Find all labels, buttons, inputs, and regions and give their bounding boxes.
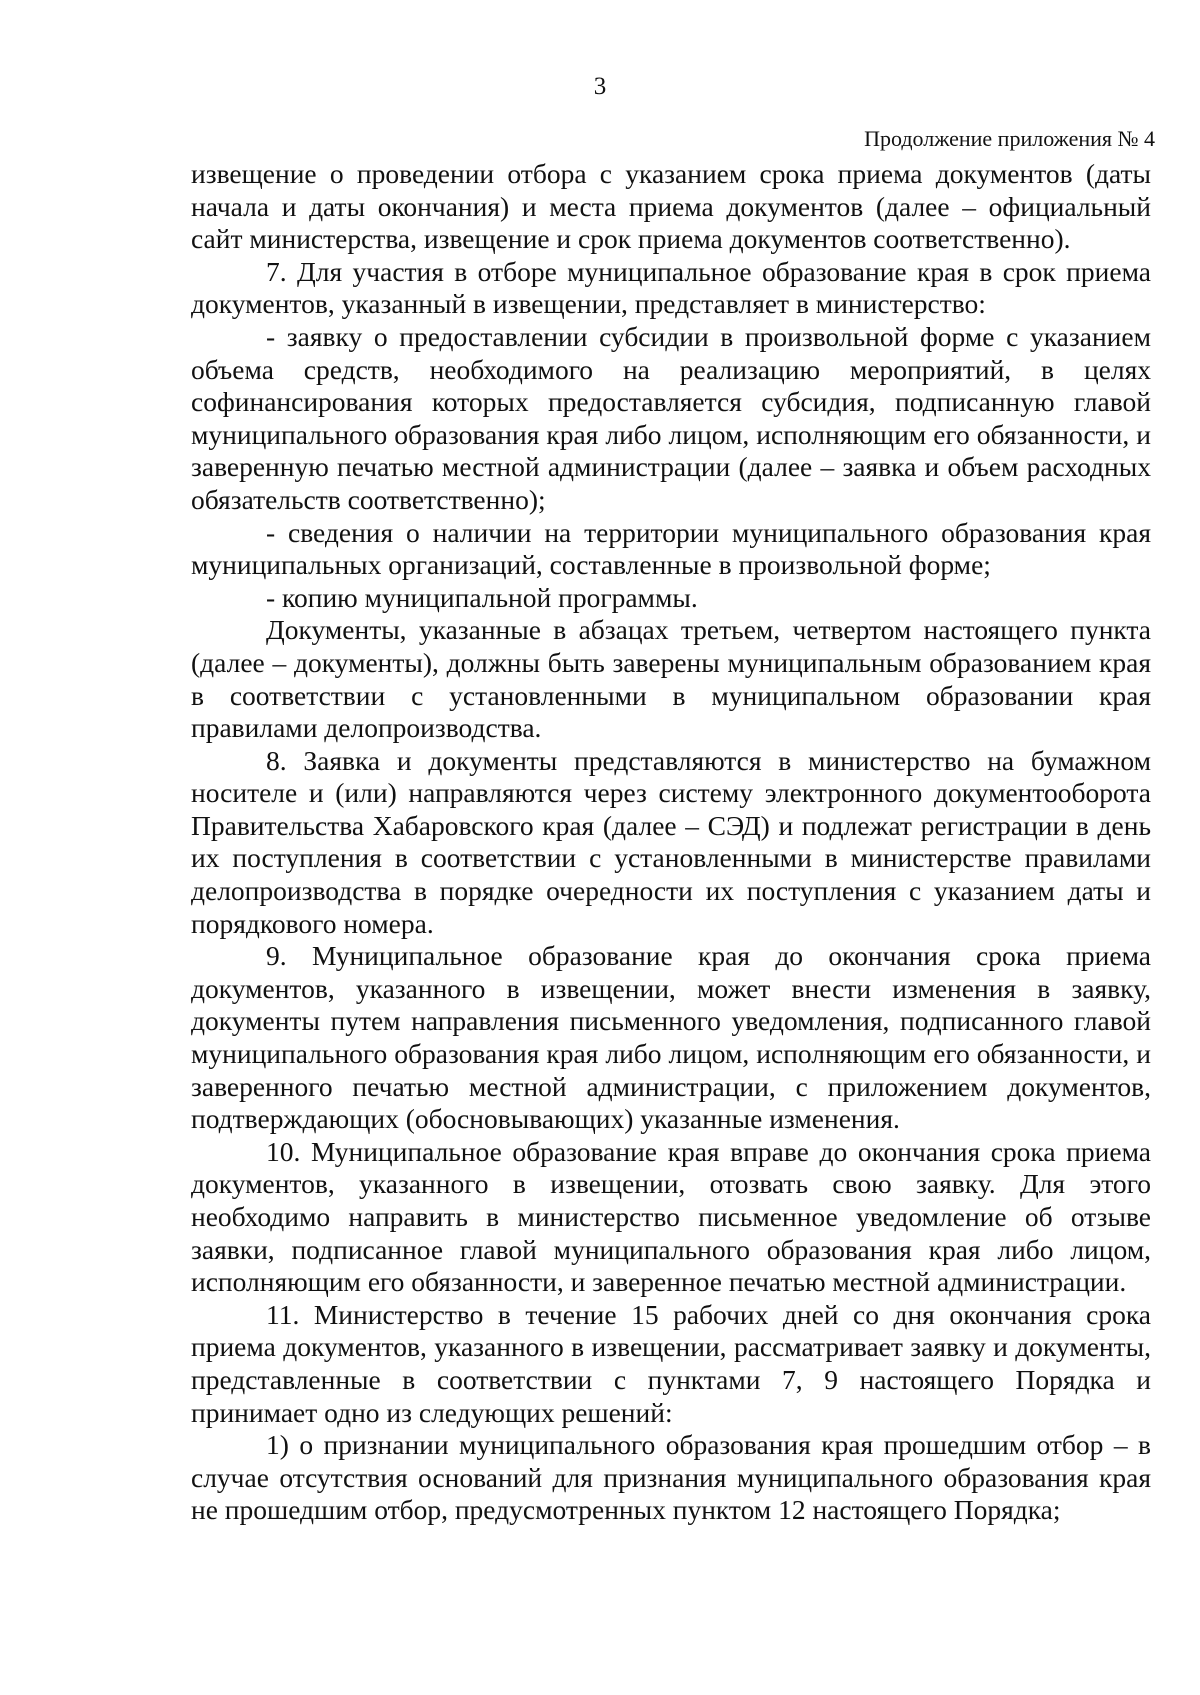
paragraph-item-9: 9. Муниципальное образование края до окончания срока приема документов, указанного в извещении, может внести изменения в заявку, документы путем направления письменного уведомления, подписанного главой муниципального образования края либо лицом, исполняющим его обязанности, и заверенного печатью местной администрации, с приложением документов, подтверждающих (обосновывающих) указанные изменения. — [191, 940, 1151, 1135]
paragraph-item-7: 7. Для участия в отборе муниципальное образование края в срок приема документов, указанный в извещении, представляет в министерство: — [191, 255, 1151, 320]
paragraph-intro-continuation: извещение о проведении отбора с указанием срока приема документов (даты начала и даты окончания) и места приема документов (далее – официальный сайт министерства, извещение и срок приема документов соответственно). — [191, 158, 1151, 255]
appendix-continuation-note: Продолжение приложения № 4 — [864, 126, 1155, 151]
paragraph-list-application: - заявку о предоставлении субсидии в произвольной форме с указанием объема средств, необходимого на реализацию мероприятий, в целях софинансирования которых предоставляется субсидия, подписанную главой муниципального образования края либо лицом, исполняющим его обязанности, и заверенную печатью местной администрации (далее – заявка и объем расходных обязательств соответственно); — [191, 320, 1151, 515]
paragraph-item-10: 10. Муниципальное образование края вправе до окончания срока приема документов, указанного в извещении, отозвать свою заявку. Для этого необходимо направить в министерство письменное уведомление об отзыве заявки, подписанное главой муниципального образования края либо лицом, исполняющим его обязанности, и заверенное печатью местной администрации. — [191, 1135, 1151, 1298]
page-number: 3 — [593, 73, 607, 100]
paragraph-item-11: 11. Министерство в течение 15 рабочих дней со дня окончания срока приема документов, указанного в извещении, рассматривает заявку и документы, представленные в соответствии с пунктами 7, 9 настоящего Порядка и принимает одно из следующих решений: — [191, 1298, 1151, 1428]
paragraph-list-program-copy: - копию муниципальной программы. — [266, 581, 698, 613]
document-body — [191, 158, 1151, 1527]
paragraph-documents-certification: Документы, указанные в абзацах третьем, четвертом настоящего пункта (далее – документы), должны быть заверены муниципальным образованием края в соответствии с установленными в муниципальном образовании края правилами делопроизводства. — [191, 614, 1151, 744]
paragraph-item-8: 8. Заявка и документы представляются в министерство на бумажном носителе и (или) направляются через систему электронного документооборота Правительства Хабаровского края (далее – СЭД) и подлежат регистрации в день их поступления в соответствии с установленными в министерстве правилами делопроизводства в порядке очередности их поступления с указанием даты и порядкового номера. — [191, 744, 1151, 939]
paragraph-list-organizations: - сведения о наличии на территории муниципального образования края муниципальных организаций, составленные в произвольной форме; — [191, 516, 1151, 581]
paragraph-item-11-decision-1: 1) о признании муниципального образования края прошедшим отбор – в случае отсутствия оснований для признания муниципального образования края не прошедшим отбор, предусмотренных пунктом 12 настоящего Порядка; — [191, 1429, 1151, 1526]
